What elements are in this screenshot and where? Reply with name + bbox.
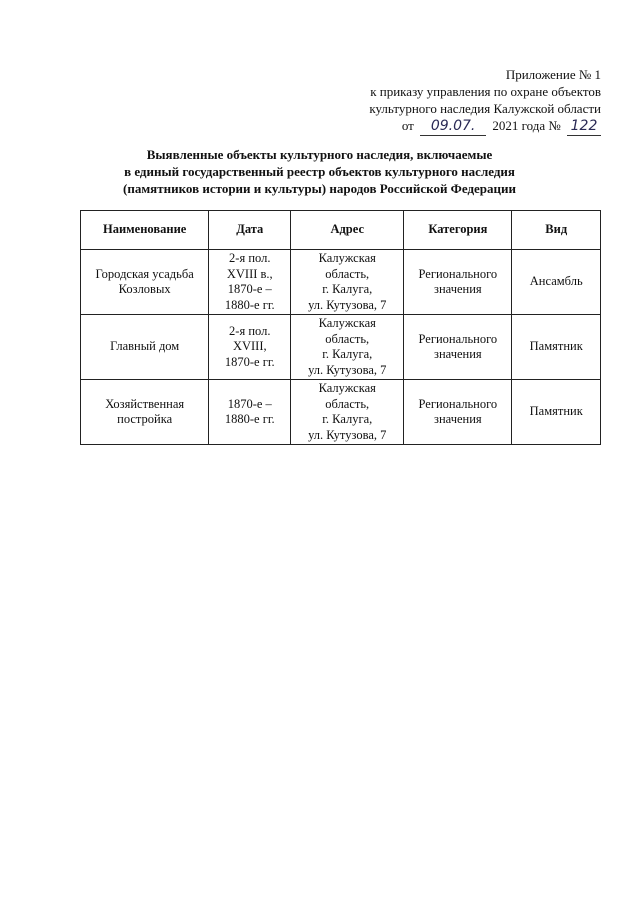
cell-address-line: Калужская [318, 381, 376, 395]
cell-address-line: ул. Кутузова, 7 [308, 362, 387, 377]
header-date: Дата [209, 211, 291, 250]
cell-name-line: Хозяйственная [105, 396, 185, 411]
cell-category-line: Регионального [418, 266, 498, 281]
appendix-line-3: культурного наследия Калужской области [369, 101, 601, 116]
header-address: Адрес [291, 211, 404, 250]
cell-category [404, 250, 512, 315]
appendix-line-1: Приложение № 1 [505, 67, 601, 82]
cell-date-line: XVIII, [232, 339, 267, 354]
cell-address-line: г. Калуга, [322, 282, 373, 296]
cell-name-line: Главный дом [110, 339, 180, 354]
cell-address-line: область, [325, 331, 370, 346]
cell-name [81, 380, 209, 445]
cell-category-line: значения [434, 412, 482, 426]
cell-address [291, 315, 404, 380]
cell-date-line: 2-я пол. [229, 251, 271, 265]
cell-category [404, 315, 512, 380]
cell-name [81, 250, 209, 315]
table-row [81, 315, 601, 380]
cell-address-line: область, [325, 396, 370, 411]
cell-date-line: 2-я пол. [229, 323, 271, 338]
cell-name [81, 315, 209, 380]
cell-address-line: г. Калуга, [322, 347, 373, 361]
appendix-line-2: к приказу управления по охране объектов [370, 84, 601, 99]
title-line-2: в единый государственный реестр объектов культурного наследия [124, 164, 515, 179]
cell-type: Памятник [512, 380, 601, 445]
cell-date [209, 380, 291, 445]
table-body [81, 250, 601, 445]
cell-address-line: ул. Кутузова, 7 [308, 427, 387, 442]
cell-type: Ансамбль [512, 250, 601, 315]
cell-address [291, 380, 404, 445]
table-header-row [81, 211, 601, 250]
cell-date-line: 1870-е – [227, 282, 272, 296]
cell-date-line: 1880-е гг. [224, 412, 275, 426]
header-type: Вид [512, 211, 601, 250]
cell-address-line: Калужская [318, 316, 376, 330]
year-text: 2021 года № [492, 118, 561, 133]
cell-date-line: 1880-е гг. [224, 297, 275, 312]
cell-address [291, 250, 404, 315]
document-title [60, 146, 579, 197]
cell-category [404, 380, 512, 445]
header-category: Категория [404, 211, 512, 250]
handwritten-date: 09.07. [420, 118, 486, 136]
cell-date-line: 1870-е – [227, 396, 272, 411]
cell-name-line: Козловых [118, 282, 171, 296]
table-row [81, 380, 601, 445]
cell-date [209, 315, 291, 380]
cell-name-line: Городская усадьба [95, 266, 194, 281]
heritage-objects-table [80, 210, 601, 445]
cell-name-line: постройка [117, 412, 173, 426]
cell-address-line: область, [325, 266, 370, 281]
title-line-3: (памятников истории и культуры) народов Российской Федерации [123, 181, 516, 196]
handwritten-order-number: 122 [567, 118, 601, 136]
cell-date [209, 250, 291, 315]
cell-category-line: Регионального [418, 331, 498, 346]
cell-category-line: значения [434, 347, 482, 361]
appendix-header [369, 66, 601, 136]
cell-type: Памятник [512, 315, 601, 380]
cell-address-line: г. Калуга, [322, 412, 373, 426]
cell-category-line: значения [434, 282, 482, 296]
cell-address-line: Калужская [318, 251, 376, 265]
cell-date-line: XVIII в., [226, 266, 273, 281]
header-name: Наименование [81, 211, 209, 250]
date-prefix: от [401, 118, 414, 133]
cell-category-line: Регионального [418, 396, 498, 411]
appendix-date-line [369, 117, 601, 136]
cell-address-line: ул. Кутузова, 7 [308, 297, 387, 312]
table-row [81, 250, 601, 315]
cell-date-line: 1870-е гг. [224, 354, 275, 369]
title-line-1: Выявленные объекты культурного наследия, включаемые [146, 147, 493, 162]
